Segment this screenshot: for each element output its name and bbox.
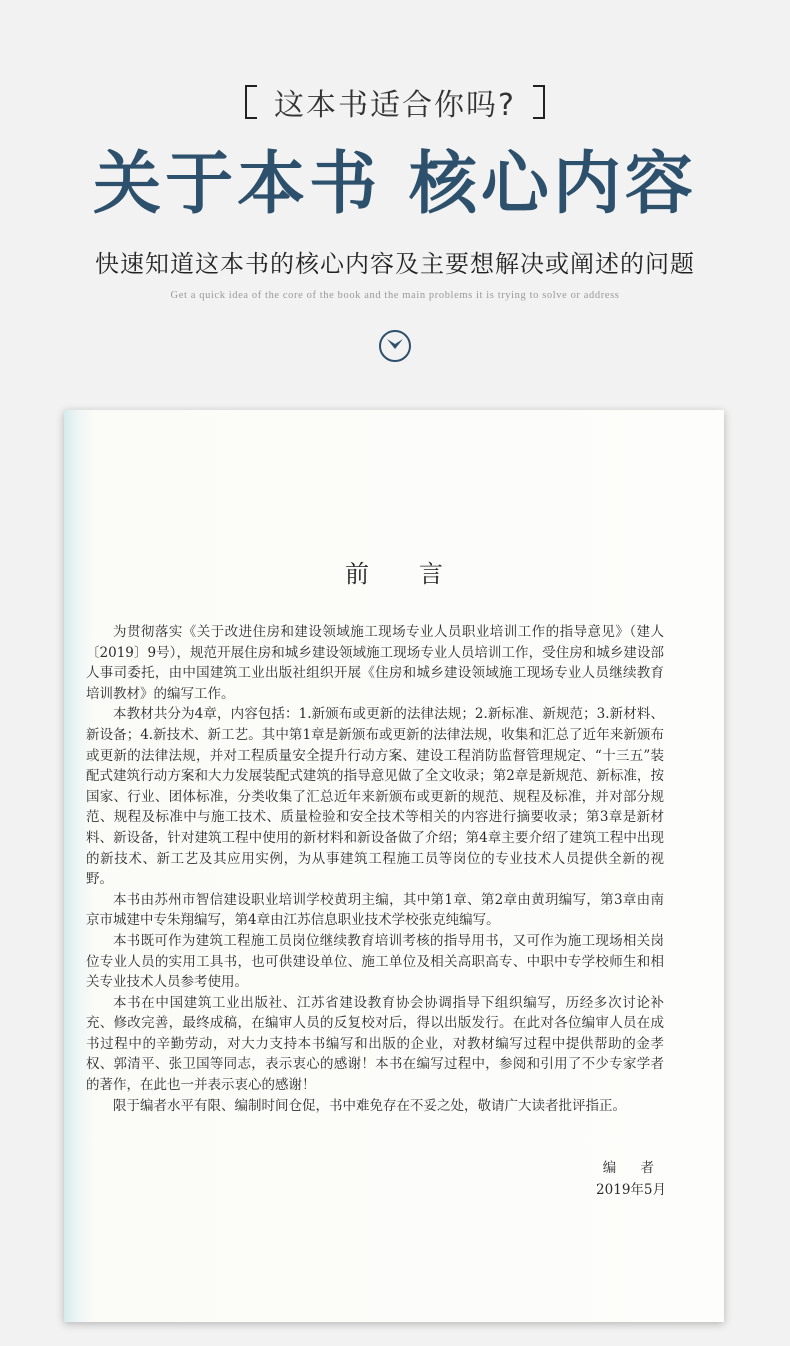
editor-signature: 编 者 <box>602 1160 664 1176</box>
preface-date: 2019年5月 <box>596 1182 666 1198</box>
description-english: Get a quick idea of the core of the book and the main problems it is trying to solve or address <box>170 290 620 301</box>
preface-body <box>86 622 664 1116</box>
right-bracket-icon <box>533 85 545 119</box>
left-bracket-icon <box>245 85 257 119</box>
book-page <box>64 410 724 1322</box>
paragraph: 本教材共分为4章，内容包括：1.新颁布或更新的法律法规；2.新标准、新规范；3.新材料、新设备；4.新技术、新工艺。其中第1章是新颁布或更新的法律法规，收集和汇总了近年来新颁布或更新的法律法规，并对工程质量安全提升行动方案、建设工程消防监督管理规定、“十三五”装配式建筑行动方案和大力发展装配式建筑的指导意见做了全文收录；第2章是新规范、新标准，按国家、行业、团体标准，分类收集了汇总近年来新颁布或更新的规范、规程及标准，并对部分规范、规程及标准中与施工技术、质量检验和安全技术等相关的内容进行摘要收录；第3章是新材料、新设备，针对建筑工程中使用的新材料和新设备做了介绍；第4章主要介绍了建筑工程中出现的新技术、新工艺及其应用实例，为从事建筑工程施工员等岗位的专业技术人员提供全新的视野。 <box>86 706 664 888</box>
chevron-down-circle-icon <box>379 330 411 362</box>
subtitle: 这本书适合你吗? <box>274 88 516 123</box>
paragraph: 本书既可作为建筑工程施工员岗位继续教育培训考核的指导用书，又可作为施工现场相关岗位专业人员的实用工具书，也可供建设单位、施工单位及相关高职高专、中职中专学校师生和相关专业技术人员参考使用。 <box>86 932 664 991</box>
main-title: 关于本书 核心内容 <box>93 145 697 224</box>
description: 快速知道这本书的核心内容及主要想解决或阐述的问题 <box>95 250 695 278</box>
paragraph: 为贯彻落实《关于改进住房和建设领域施工现场专业人员职业培训工作的指导意见》（建人〔2019〕9号），规范开展住房和城乡建设领域施工现场专业人员培训工作，受住房和城乡建设部人事司委托，由中国建筑工业出版社组织开展《住房和城乡建设领域施工现场专业人员继续教育培训教材》的编写工作。 <box>86 624 664 702</box>
paragraph: 限于编者水平有限、编制时间仓促，书中难免存在不妥之处，敬请广大读者批评指正。 <box>113 1097 626 1114</box>
header-banner <box>0 0 790 400</box>
paragraph: 本书由苏州市智信建设职业培训学校黄玥主编，其中第1章、第2章由黄玥编写，第3章由南京市城建中专朱翔编写，第4章由江苏信息职业技术学校张克纯编写。 <box>86 891 664 929</box>
subtitle-block <box>0 80 790 124</box>
paragraph: 本书在中国建筑工业出版社、江苏省建设教育协会协调指导下组织编写，历经多次讨论补充、修改完善，最终成稿，在编审人员的反复校对后，得以出版发行。在此对各位编审人员在成书过程中的辛勤劳动，对大力支持本书编写和出版的企业，对教材编写过程中提供帮助的金孝权、郭清平、张卫国等同志，表示衷心的感谢！本书在编写过程中，参阅和引用了不少专家学者的著作，在此也一并表示衷心的感谢！ <box>86 994 664 1094</box>
page-title: 前言 <box>345 560 493 588</box>
